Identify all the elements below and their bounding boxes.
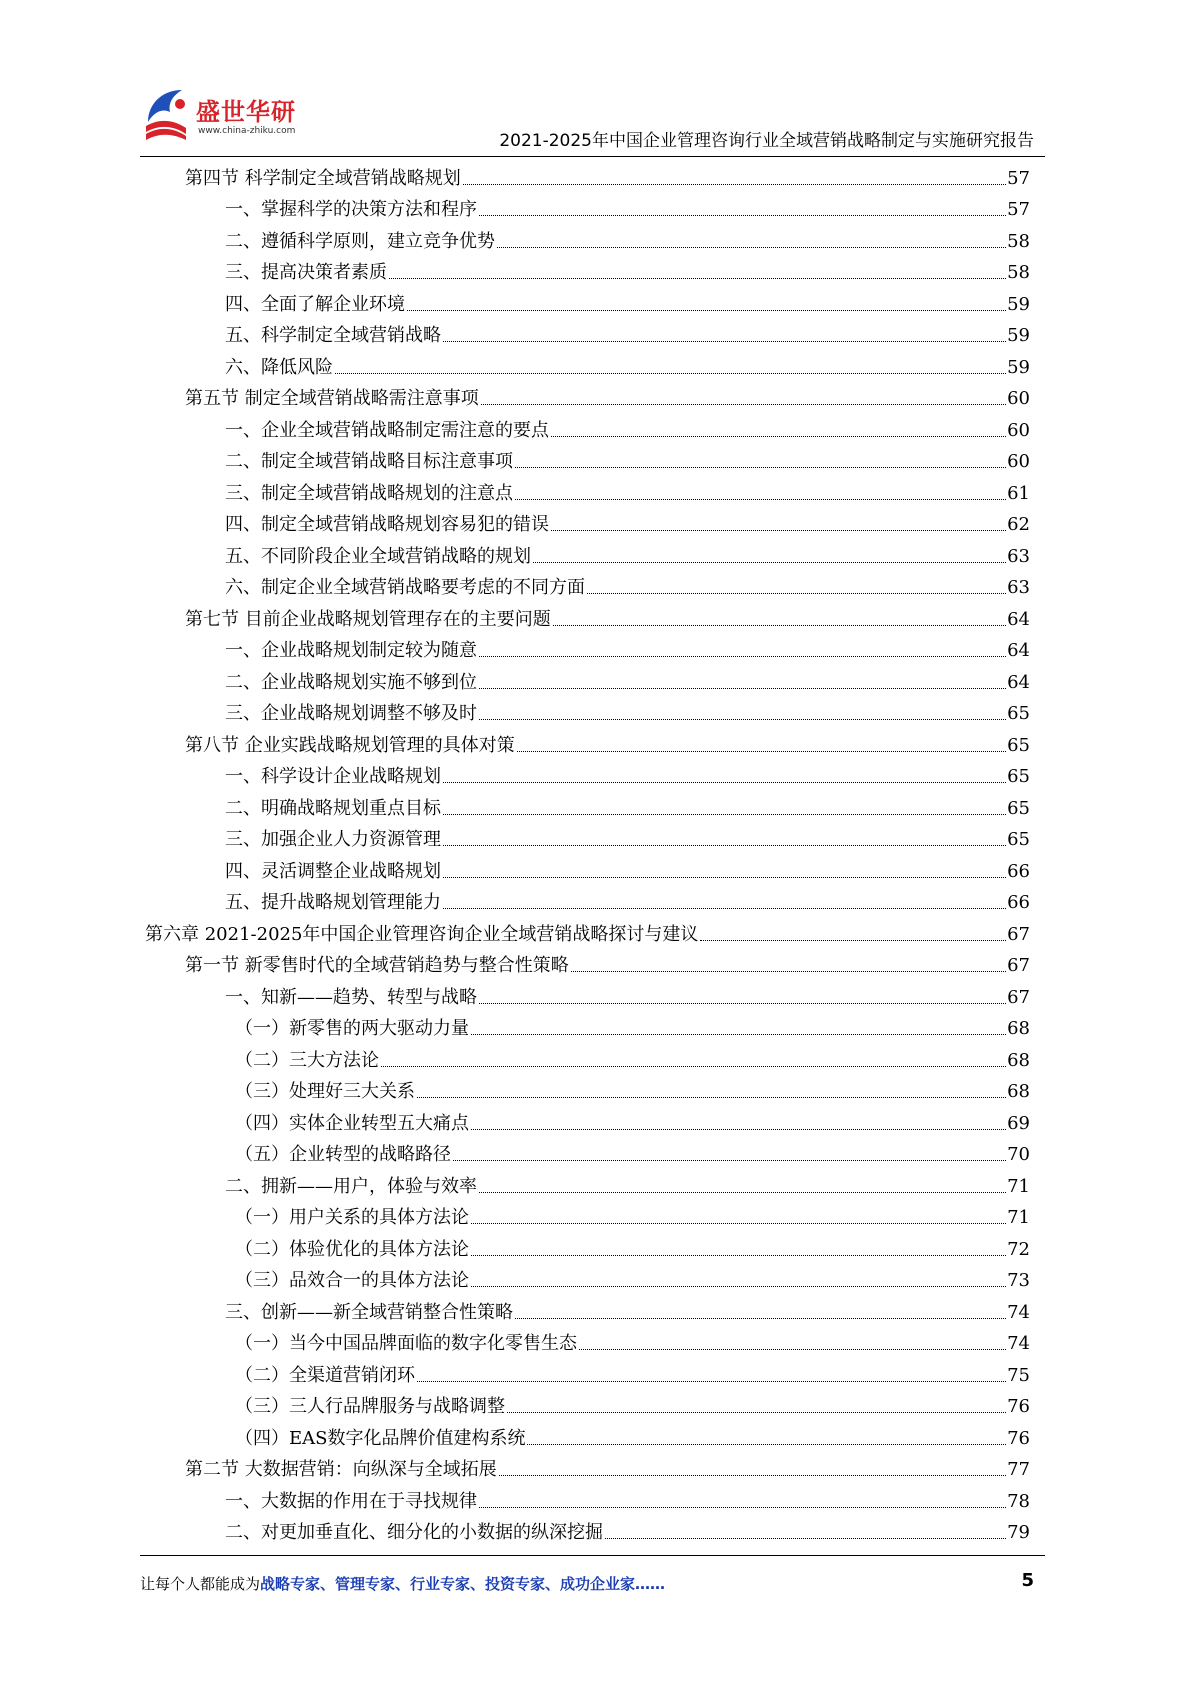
toc-leader-dots: [517, 751, 1006, 752]
toc-leader-dots: [381, 1066, 1006, 1067]
toc-entry[interactable]: [145, 1324, 1030, 1356]
toc-entry[interactable]: [145, 631, 1030, 663]
toc-entry-page: 57: [1007, 199, 1030, 220]
toc-entry-page: 66: [1007, 860, 1030, 882]
toc-entry-label: （一）用户关系的具体方法论: [235, 1207, 469, 1228]
toc-leader-dots: [527, 1444, 1006, 1445]
toc-leader-dots: [515, 1318, 1006, 1319]
toc-entry[interactable]: [145, 473, 1030, 505]
toc-entry[interactable]: [145, 662, 1030, 694]
toc-leader-dots: [507, 1412, 1006, 1413]
toc-leader-dots: [479, 215, 1006, 216]
toc-leader-dots: [443, 908, 1006, 909]
toc-entry[interactable]: [145, 757, 1030, 789]
toc-entry-label: 三、企业战略规划调整不够及时: [225, 703, 477, 724]
toc-leader-dots: [497, 247, 1006, 248]
toc-entry-label: 四、灵活调整企业战略规划: [225, 860, 441, 882]
toc-leader-dots: [335, 373, 1006, 374]
toc-entry[interactable]: [145, 977, 1030, 1009]
toc-entry[interactable]: [145, 1103, 1030, 1135]
toc-entry[interactable]: [145, 1198, 1030, 1230]
toc-entry-page: 59: [1007, 293, 1030, 315]
toc-entry-label: 第八节 企业实践战略规划管理的具体对策: [185, 734, 515, 756]
toc-leader-dots: [571, 971, 1006, 972]
toc-entry[interactable]: [145, 1229, 1030, 1261]
toc-leader-dots: [515, 499, 1006, 500]
toc-leader-dots: [605, 1538, 1006, 1539]
toc-entry[interactable]: [145, 599, 1030, 631]
toc-entry-label: （一）新零售的两大驱动力量: [235, 1018, 469, 1039]
toc-entry[interactable]: [145, 1418, 1030, 1450]
toc-entry-label: （一）当今中国品牌面临的数字化零售生态: [235, 1333, 577, 1354]
toc-entry-label: 一、知新——趋势、转型与战略: [225, 986, 477, 1008]
toc-entry-page: 59: [1007, 325, 1030, 346]
toc-entry-label: 三、制定全域营销战略规划的注意点: [225, 482, 513, 504]
toc-leader-dots: [407, 310, 1006, 311]
toc-entry[interactable]: [145, 1072, 1030, 1104]
toc-entry[interactable]: [145, 379, 1030, 411]
toc-leader-dots: [553, 625, 1006, 626]
slogan-highlight: 战略专家、管理专家、行业专家、投资专家、成功企业家……: [260, 1575, 666, 1593]
toc-entry-page: 79: [1007, 1522, 1030, 1543]
toc-entry-page: 62: [1007, 514, 1030, 535]
toc-entry-page: 70: [1007, 1144, 1030, 1165]
toc-entry[interactable]: [145, 788, 1030, 820]
footer-slogan: [140, 1573, 665, 1594]
toc-entry[interactable]: [145, 410, 1030, 442]
toc-entry-label: 四、制定全域营销战略规划容易犯的错误: [225, 514, 549, 535]
toc-entry[interactable]: [145, 1009, 1030, 1041]
toc-entry[interactable]: [145, 568, 1030, 600]
toc-entry[interactable]: [145, 851, 1030, 883]
toc-entry-page: 73: [1007, 1270, 1030, 1291]
toc-entry-page: 77: [1007, 1459, 1030, 1480]
toc-entry-page: 60: [1007, 419, 1030, 441]
toc-entry[interactable]: [145, 347, 1030, 379]
toc-entry-label: （三）品效合一的具体方法论: [235, 1270, 469, 1291]
logo-emblem-icon: [140, 82, 200, 144]
toc-entry-page: 74: [1007, 1301, 1030, 1323]
toc-leader-dots: [481, 404, 1006, 405]
toc-leader-dots: [579, 1349, 1006, 1350]
toc-leader-dots: [551, 530, 1006, 531]
toc-entry-page: 68: [1007, 1049, 1030, 1071]
toc-leader-dots: [443, 341, 1006, 342]
toc-entry-page: 63: [1007, 577, 1030, 598]
toc-entry-page: 72: [1007, 1238, 1030, 1260]
toc-entry-label: 六、降低风险: [225, 356, 333, 378]
toc-entry[interactable]: [145, 1387, 1030, 1419]
toc-entry[interactable]: [145, 1450, 1030, 1482]
toc-entry[interactable]: [145, 1481, 1030, 1513]
company-logo: [140, 82, 320, 150]
page-number: 5: [1021, 1570, 1034, 1591]
toc-entry[interactable]: [145, 725, 1030, 757]
toc-entry-label: 五、不同阶段企业全域营销战略的规划: [225, 545, 531, 567]
toc-entry[interactable]: [145, 221, 1030, 253]
toc-leader-dots: [479, 1192, 1006, 1193]
toc-entry-label: 第七节 目前企业战略规划管理存在的主要问题: [185, 608, 551, 630]
toc-entry[interactable]: [145, 1355, 1030, 1387]
toc-entry-label: 二、明确战略规划重点目标: [225, 797, 441, 819]
toc-entry-label: 四、全面了解企业环境: [225, 293, 405, 315]
toc-entry-label: 五、科学制定全域营销战略: [225, 325, 441, 346]
toc-leader-dots: [479, 1003, 1006, 1004]
toc-leader-dots: [443, 845, 1006, 846]
page-header: [0, 0, 1191, 160]
toc-leader-dots: [417, 1097, 1006, 1098]
toc-leader-dots: [479, 656, 1006, 657]
toc-entry-label: 二、拥新——用户，体验与效率: [225, 1175, 477, 1197]
toc-entry-page: 60: [1007, 451, 1030, 472]
toc-leader-dots: [443, 814, 1006, 815]
toc-entry-page: 67: [1007, 955, 1030, 976]
toc-entry[interactable]: [145, 820, 1030, 852]
toc-entry-page: 68: [1007, 1018, 1030, 1039]
toc-entry-label: 三、创新——新全域营销整合性策略: [225, 1301, 513, 1323]
toc-entry-page: 65: [1007, 766, 1030, 787]
toc-entry-label: 第五节 制定全域营销战略需注意事项: [185, 388, 479, 409]
toc-entry-page: 64: [1007, 640, 1030, 661]
toc-entry-page: 59: [1007, 356, 1030, 378]
toc-entry-label: 一、掌握科学的决策方法和程序: [225, 199, 477, 220]
toc-entry-label: 第四节 科学制定全域营销战略规划: [185, 167, 461, 189]
toc-leader-dots: [417, 1381, 1006, 1382]
toc-entry-page: 64: [1007, 608, 1030, 630]
toc-leader-dots: [479, 1507, 1006, 1508]
toc-leader-dots: [453, 1160, 1006, 1161]
toc-entry-label: 一、科学设计企业战略规划: [225, 766, 441, 787]
toc-leader-dots: [533, 562, 1006, 563]
toc-entry-page: 58: [1007, 262, 1030, 283]
toc-entry-label: （三）三人行品牌服务与战略调整: [235, 1396, 505, 1417]
toc-entry[interactable]: [145, 1166, 1030, 1198]
toc-entry-page: 65: [1007, 797, 1030, 819]
toc-entry[interactable]: [145, 253, 1030, 285]
toc-entry[interactable]: [145, 1261, 1030, 1293]
table-of-contents: [145, 158, 1030, 1544]
header-divider: [140, 156, 1045, 157]
toc-leader-dots: [700, 940, 1006, 941]
toc-entry-label: 一、企业战略规划制定较为随意: [225, 640, 477, 661]
toc-entry[interactable]: [145, 442, 1030, 474]
slogan-prefix: 让每个人都能成为: [140, 1575, 261, 1593]
toc-entry[interactable]: [145, 158, 1030, 190]
toc-entry[interactable]: [145, 190, 1030, 222]
logo-brand-text: 盛世华研: [196, 98, 296, 126]
toc-entry-label: 六、制定企业全域营销战略要考虑的不同方面: [225, 577, 585, 598]
toc-entry-page: 71: [1007, 1207, 1030, 1228]
toc-entry-page: 64: [1007, 671, 1030, 693]
toc-entry[interactable]: [145, 536, 1030, 568]
toc-leader-dots: [515, 467, 1006, 468]
toc-entry-label: 一、大数据的作用在于寻找规律: [225, 1490, 477, 1512]
toc-entry-label: 三、提高决策者素质: [225, 262, 387, 283]
toc-entry-page: 78: [1007, 1490, 1030, 1512]
toc-entry-page: 75: [1007, 1364, 1030, 1386]
toc-entry-label: （四）EAS数字化品牌价值建构系统: [235, 1427, 526, 1449]
footer-divider: [140, 1555, 1045, 1556]
toc-entry-label: （二）体验优化的具体方法论: [235, 1238, 469, 1260]
toc-entry-page: 57: [1007, 167, 1030, 189]
toc-leader-dots: [499, 1475, 1006, 1476]
toc-entry-page: 58: [1007, 230, 1030, 252]
toc-entry[interactable]: [145, 284, 1030, 316]
toc-entry-page: 65: [1007, 829, 1030, 850]
toc-entry[interactable]: [145, 883, 1030, 915]
toc-leader-dots: [471, 1223, 1006, 1224]
toc-leader-dots: [389, 278, 1006, 279]
toc-entry-page: 67: [1007, 923, 1030, 945]
toc-entry-page: 76: [1007, 1396, 1030, 1417]
toc-entry-label: （二）三大方法论: [235, 1049, 379, 1071]
toc-entry[interactable]: [145, 1135, 1030, 1167]
toc-leader-dots: [479, 719, 1006, 720]
toc-entry-page: 66: [1007, 892, 1030, 913]
toc-entry-page: 65: [1007, 703, 1030, 724]
toc-entry[interactable]: [145, 1513, 1030, 1545]
toc-entry-label: 一、企业全域营销战略制定需注意的要点: [225, 419, 549, 441]
toc-entry[interactable]: [145, 946, 1030, 978]
toc-entry-label: 二、企业战略规划实施不够到位: [225, 671, 477, 693]
toc-entry-label: 二、制定全域营销战略目标注意事项: [225, 451, 513, 472]
toc-entry-label: （二）全渠道营销闭环: [235, 1364, 415, 1386]
toc-entry-page: 71: [1007, 1175, 1030, 1197]
toc-leader-dots: [443, 782, 1006, 783]
toc-entry[interactable]: [145, 1040, 1030, 1072]
toc-leader-dots: [551, 436, 1006, 437]
toc-leader-dots: [471, 1255, 1006, 1256]
toc-entry-page: 60: [1007, 388, 1030, 409]
toc-entry-page: 61: [1007, 482, 1030, 504]
toc-entry-label: 二、遵循科学原则，建立竞争优势: [225, 230, 495, 252]
toc-entry-page: 67: [1007, 986, 1030, 1008]
toc-leader-dots: [471, 1034, 1006, 1035]
toc-entry-label: （五）企业转型的战略路径: [235, 1144, 451, 1165]
toc-entry-label: 第二节 大数据营销：向纵深与全域拓展: [185, 1459, 497, 1480]
logo-url-text: www.china-zhiku.com: [198, 126, 296, 136]
toc-entry[interactable]: [145, 914, 1030, 946]
toc-leader-dots: [443, 877, 1006, 878]
toc-entry-label: 二、对更加垂直化、细分化的小数据的纵深挖掘: [225, 1522, 603, 1543]
toc-entry-label: 五、提升战略规划管理能力: [225, 892, 441, 913]
toc-entry[interactable]: [145, 1292, 1030, 1324]
toc-entry-label: 第一节 新零售时代的全域营销趋势与整合性策略: [185, 955, 569, 976]
toc-entry[interactable]: [145, 505, 1030, 537]
toc-entry-page: 63: [1007, 545, 1030, 567]
toc-entry-label: 第六章 2021-2025年中国企业管理咨询企业全域营销战略探讨与建议: [145, 923, 699, 945]
report-title: 2021-2025年中国企业管理咨询行业全域营销战略制定与实施研究报告: [499, 131, 1034, 151]
toc-entry-label: 三、加强企业人力资源管理: [225, 829, 441, 850]
toc-leader-dots: [471, 1286, 1006, 1287]
toc-entry-page: 69: [1007, 1112, 1030, 1134]
toc-leader-dots: [587, 593, 1006, 594]
toc-leader-dots: [479, 688, 1006, 689]
toc-entry[interactable]: [145, 316, 1030, 348]
toc-entry-page: 68: [1007, 1081, 1030, 1102]
toc-entry[interactable]: [145, 694, 1030, 726]
toc-leader-dots: [463, 184, 1006, 185]
toc-leader-dots: [471, 1129, 1006, 1130]
toc-entry-page: 74: [1007, 1333, 1030, 1354]
toc-entry-label: （四）实体企业转型五大痛点: [235, 1112, 469, 1134]
toc-entry-page: 76: [1007, 1427, 1030, 1449]
toc-entry-page: 65: [1007, 734, 1030, 756]
toc-entry-label: （三）处理好三大关系: [235, 1081, 415, 1102]
